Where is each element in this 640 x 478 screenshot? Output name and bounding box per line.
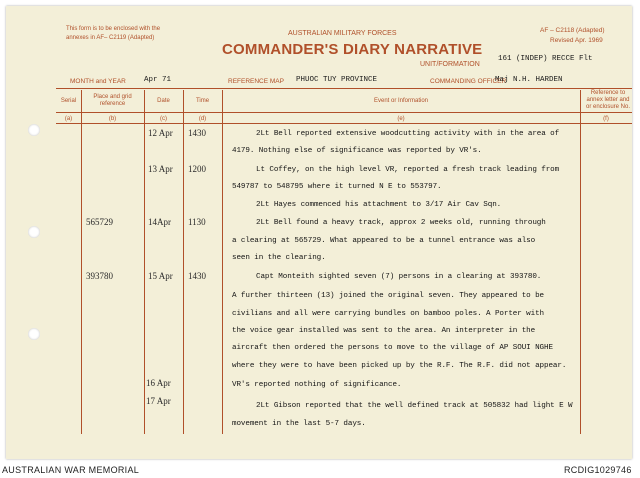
- entry-text-line: Lt Coffey, on the high level VR, reported a fresh track leading from: [256, 166, 560, 174]
- entry-text-line: 2Lt Hayes commenced his attachment to 3/17 Air Cav Sqn.: [256, 201, 502, 209]
- entry-date: 13 Apr: [148, 164, 173, 174]
- footer-credit: AUSTRALIAN WAR MEMORIAL: [2, 465, 140, 475]
- officer-value: Maj N.H. HARDEN: [495, 76, 563, 84]
- entry-time: 1200: [188, 164, 206, 174]
- column-divider: [81, 90, 82, 434]
- entry-text-line: 549787 to 548795 where it turned N E to 553797.: [232, 183, 442, 191]
- col-header-place: [81, 94, 144, 108]
- column-divider: [144, 90, 145, 434]
- entry-date: 15 Apr: [148, 271, 173, 281]
- entry-text-line: VR's reported nothing of significance.: [232, 381, 402, 389]
- month-label: MONTH and YEAR: [70, 78, 126, 85]
- entry-text-line: 4179. Nothing else of significance was reported by VR's.: [232, 147, 482, 155]
- org-name: AUSTRALIAN MILITARY FORCES: [288, 30, 397, 37]
- col-header-ref-line3: or enclosure No.: [585, 104, 631, 110]
- col-header-place-line1: Place and grid: [93, 94, 132, 100]
- entry-text-line: 2Lt Gibson reported that the well defined track at 505832 had light E W: [256, 402, 573, 410]
- form-note-line2: annexes in AF– C2119 (Adapted): [66, 35, 155, 41]
- entry-text-line: aircraft then ordered the persons to move to the village of AP SOUI NGHE: [232, 344, 553, 352]
- form-note-line1: This form is to be enclosed with the: [66, 26, 161, 32]
- month-value: Apr 71: [144, 76, 172, 84]
- entry-text-line: 2Lt Bell found a heavy track, approx 2 weeks old, running through: [256, 219, 546, 227]
- entry-text-line: where they were to have been picked up by the R.F. The R.F. did not appear.: [232, 362, 567, 370]
- officer-label: COMMANDING OFFICER: [430, 78, 507, 85]
- unit-label: UNIT/FORMATION: [420, 61, 480, 68]
- form-reference: [540, 26, 605, 46]
- map-label: REFERENCE MAP: [228, 78, 284, 85]
- col-letter-e: (e): [397, 116, 405, 122]
- entry-date: 16 Apr: [146, 378, 171, 388]
- entry-date: 14Apr: [148, 217, 171, 227]
- unit-value: 161 (INDEP) RECCE Flt: [498, 55, 593, 63]
- entry-time: 1430: [188, 271, 206, 281]
- col-header-ref-line2: annex letter and: [586, 97, 630, 103]
- map-value: PHUOC TUY PROVINCE: [296, 76, 378, 84]
- form-number: AF – C2118 (Adapted): [540, 27, 605, 34]
- punch-hole: [28, 226, 40, 238]
- column-divider: [183, 90, 184, 434]
- column-divider: [580, 90, 581, 434]
- diary-sheet: [6, 6, 632, 459]
- entry-date: 12 Apr: [148, 128, 173, 138]
- entry-place: 565729: [86, 217, 113, 227]
- col-letter-c: (c): [160, 116, 167, 122]
- col-header-event: Event or Information: [373, 98, 429, 104]
- page-title: COMMANDER'S DIARY NARRATIVE: [222, 41, 483, 58]
- entry-time: 1130: [188, 217, 206, 227]
- header-bottom-rule: [56, 112, 632, 113]
- entry-date: 17 Apr: [146, 396, 171, 406]
- column-divider: [222, 90, 223, 434]
- entry-text-line: Capt Monteith sighted seven (7) persons in a clearing at 393780.: [256, 273, 542, 281]
- col-letter-a: (a): [64, 116, 73, 122]
- entry-text-line: the voice gear installed was sent to the area. An interpreter in the: [232, 327, 536, 335]
- entry-text-line: 2Lt Bell reported extensive woodcutting activity with in the area of: [256, 130, 560, 138]
- table-top-rule: [56, 88, 632, 89]
- form-note: [66, 25, 160, 43]
- col-letter-b: (b): [108, 116, 117, 122]
- form-revised: Revised Apr. 1969: [550, 37, 603, 44]
- letters-bottom-rule: [56, 123, 632, 124]
- col-header-serial: Serial: [60, 98, 77, 104]
- entry-text-line: movement in the last 5-7 days.: [232, 420, 366, 428]
- col-header-date: Date: [157, 98, 170, 104]
- entry-text-line: civilians and all were carrying bundles on bamboo poles. A Porter with: [232, 310, 544, 318]
- col-header-ref-line1: Reference to: [590, 90, 626, 96]
- punch-hole: [28, 124, 40, 136]
- col-header-reference: [580, 90, 636, 111]
- punch-hole: [28, 328, 40, 340]
- col-letter-f: (f): [603, 116, 609, 122]
- entry-text-line: a clearing at 565729. What appeared to be a tunnel entrance was also: [232, 237, 536, 245]
- col-letter-d: (d): [198, 116, 207, 122]
- entry-time: 1430: [188, 128, 206, 138]
- entry-place: 393780: [86, 271, 113, 281]
- col-header-time: Time: [195, 98, 210, 104]
- entry-text-line: A further thirteen (13) joined the original seven. They appeared to be: [232, 292, 544, 300]
- entry-text-line: seen in the clearing.: [232, 254, 326, 262]
- col-header-place-line2: reference: [99, 101, 126, 107]
- footer-record-id: RCDIG1029746: [564, 465, 632, 475]
